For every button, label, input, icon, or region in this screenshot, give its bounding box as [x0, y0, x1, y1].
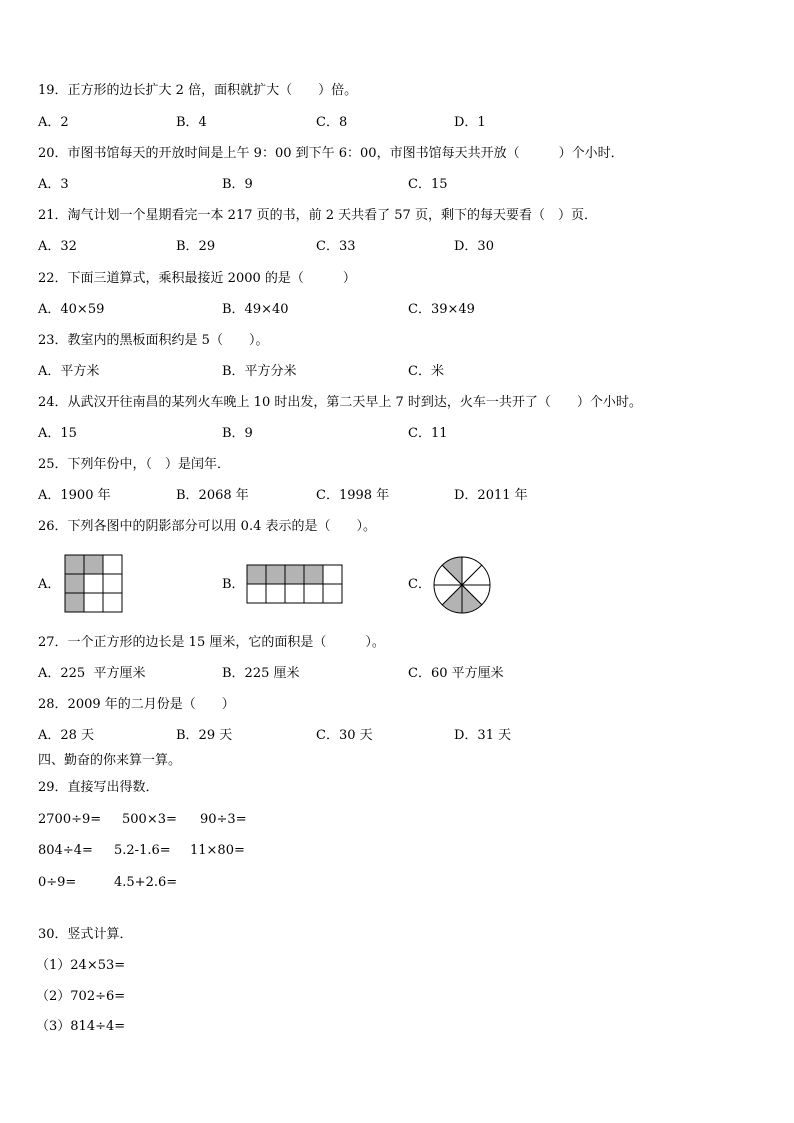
figure-a-cell	[103, 593, 122, 612]
figure-b-cell	[323, 565, 342, 584]
figure-b-shaded-cell	[285, 565, 304, 584]
q26-option-a-label[interactable]: A．	[38, 577, 61, 592]
q24-option-a[interactable]: A．15	[38, 426, 77, 441]
q27-option-b[interactable]: B．225 厘米	[222, 666, 300, 681]
question-24-stem: 24．从武汉开往南昌的某列火车晚上 10 时出发，第二天早上 7 时到达，火车一共开了（ ）个小时。	[38, 395, 642, 410]
q23-option-c[interactable]: C．米	[408, 364, 444, 379]
q25-option-a[interactable]: A．1900 年	[38, 488, 111, 503]
q24-option-c[interactable]: C．11	[408, 426, 448, 441]
q19-option-b[interactable]: B．4	[176, 115, 207, 130]
q21-option-a[interactable]: A．32	[38, 239, 77, 254]
figure-b-grid[interactable]	[246, 564, 346, 606]
q27-option-a[interactable]: A．225 平方厘米	[38, 666, 146, 681]
figure-a-shaded-cell	[65, 555, 84, 574]
q23-option-a[interactable]: A．平方米	[38, 364, 100, 379]
figure-b-shaded-cell	[266, 565, 285, 584]
q23-option-b[interactable]: B．平方分米	[222, 364, 297, 379]
q21-option-c[interactable]: C．33	[316, 239, 356, 254]
calc-29-4: 804÷4=	[38, 843, 93, 858]
figure-b-cell	[304, 584, 323, 603]
figure-a-cell	[84, 574, 103, 593]
q22-option-b[interactable]: B．49×40	[222, 302, 289, 317]
q28-option-d[interactable]: D．31 天	[454, 728, 512, 743]
calc-29-8: 4.5+2.6=	[114, 875, 178, 890]
figure-b-cell	[247, 584, 266, 603]
question-23-stem: 23．教室内的黑板面积约是 5（ ）。	[38, 333, 269, 348]
figure-a-cell	[103, 555, 122, 574]
q20-option-a[interactable]: A．3	[38, 177, 69, 192]
question-27-stem: 27．一个正方形的边长是 15 厘米，它的面积是（ ）。	[38, 635, 385, 650]
calc-29-5: 5.2-1.6=	[114, 843, 171, 858]
q28-option-b[interactable]: B．29 天	[176, 728, 233, 743]
figure-b-cell	[323, 584, 342, 603]
question-29-stem: 29．直接写出得数．	[38, 780, 159, 795]
q25-option-c[interactable]: C．1998 年	[316, 488, 390, 503]
q19-option-d[interactable]: D．1	[454, 115, 486, 130]
calc-29-6: 11×80=	[190, 843, 245, 858]
question-19-stem: 19．正方形的边长扩大 2 倍，面积就扩大（ ）倍。	[38, 83, 358, 98]
question-21-stem: 21．淘气计划一个星期看完一本 217 页的书，前 2 天共看了 57 页，剩下的每天要看（ ）页．	[38, 208, 597, 223]
q21-option-d[interactable]: D．30	[454, 239, 494, 254]
question-28-stem: 28．2009 年的二月份是（ ）	[38, 697, 235, 712]
figure-b-cell	[266, 584, 285, 603]
question-22-stem: 22．下面三道算式，乘积最接近 2000 的是（ ）	[38, 271, 356, 286]
figure-b-shaded-cell	[304, 565, 323, 584]
calc-29-2: 500×3=	[122, 812, 177, 827]
q20-option-c[interactable]: C．15	[408, 177, 448, 192]
q26-option-b-label[interactable]: B．	[222, 577, 245, 592]
question-20-stem: 20．市图书馆每天的开放时间是上午 9：00 到下午 6：00，市图书馆每天共开放（ ）个小时．	[38, 146, 624, 161]
question-30-stem: 30．竖式计算．	[38, 927, 133, 942]
calc-29-3: 90÷3=	[200, 812, 247, 827]
question-26-stem: 26．下列各图中的阴影部分可以用 0.4 表示的是（ ）。	[38, 519, 376, 534]
q19-option-a[interactable]: A．2	[38, 115, 69, 130]
figure-a-shaded-cell	[84, 555, 103, 574]
section-4-heading: 四、勤奋的你来算一算。	[38, 753, 182, 768]
q25-option-d[interactable]: D．2011 年	[454, 488, 528, 503]
calc-29-1: 2700÷9=	[38, 812, 102, 827]
figure-a-shaded-cell	[65, 574, 84, 593]
vertical-calc-3: （3）814÷4=	[36, 1019, 126, 1034]
figure-a-shaded-cell	[65, 593, 84, 612]
q20-option-b[interactable]: B．9	[222, 177, 253, 192]
question-25-stem: 25．下列年份中，（ ）是闰年．	[38, 457, 231, 472]
vertical-calc-1: （1）24×53=	[36, 958, 126, 973]
vertical-calc-2: （2）702÷6=	[36, 989, 126, 1004]
figure-a-cell	[84, 593, 103, 612]
figure-c-circle[interactable]	[432, 555, 492, 615]
q24-option-b[interactable]: B．9	[222, 426, 253, 441]
q19-option-c[interactable]: C．8	[316, 115, 348, 130]
q27-option-c[interactable]: C．60 平方厘米	[408, 666, 504, 681]
figure-b-shaded-cell	[247, 565, 266, 584]
figure-b-cell	[285, 584, 304, 603]
q26-option-c-label[interactable]: C．	[408, 577, 431, 592]
q28-option-a[interactable]: A．28 天	[38, 728, 95, 743]
calc-29-7: 0÷9=	[38, 875, 77, 890]
q22-option-c[interactable]: C．39×49	[408, 302, 475, 317]
figure-a-grid[interactable]	[64, 554, 126, 616]
q25-option-b[interactable]: B．2068 年	[176, 488, 249, 503]
q21-option-b[interactable]: B．29	[176, 239, 216, 254]
figure-a-cell	[103, 574, 122, 593]
q22-option-a[interactable]: A．40×59	[38, 302, 105, 317]
q28-option-c[interactable]: C．30 天	[316, 728, 373, 743]
